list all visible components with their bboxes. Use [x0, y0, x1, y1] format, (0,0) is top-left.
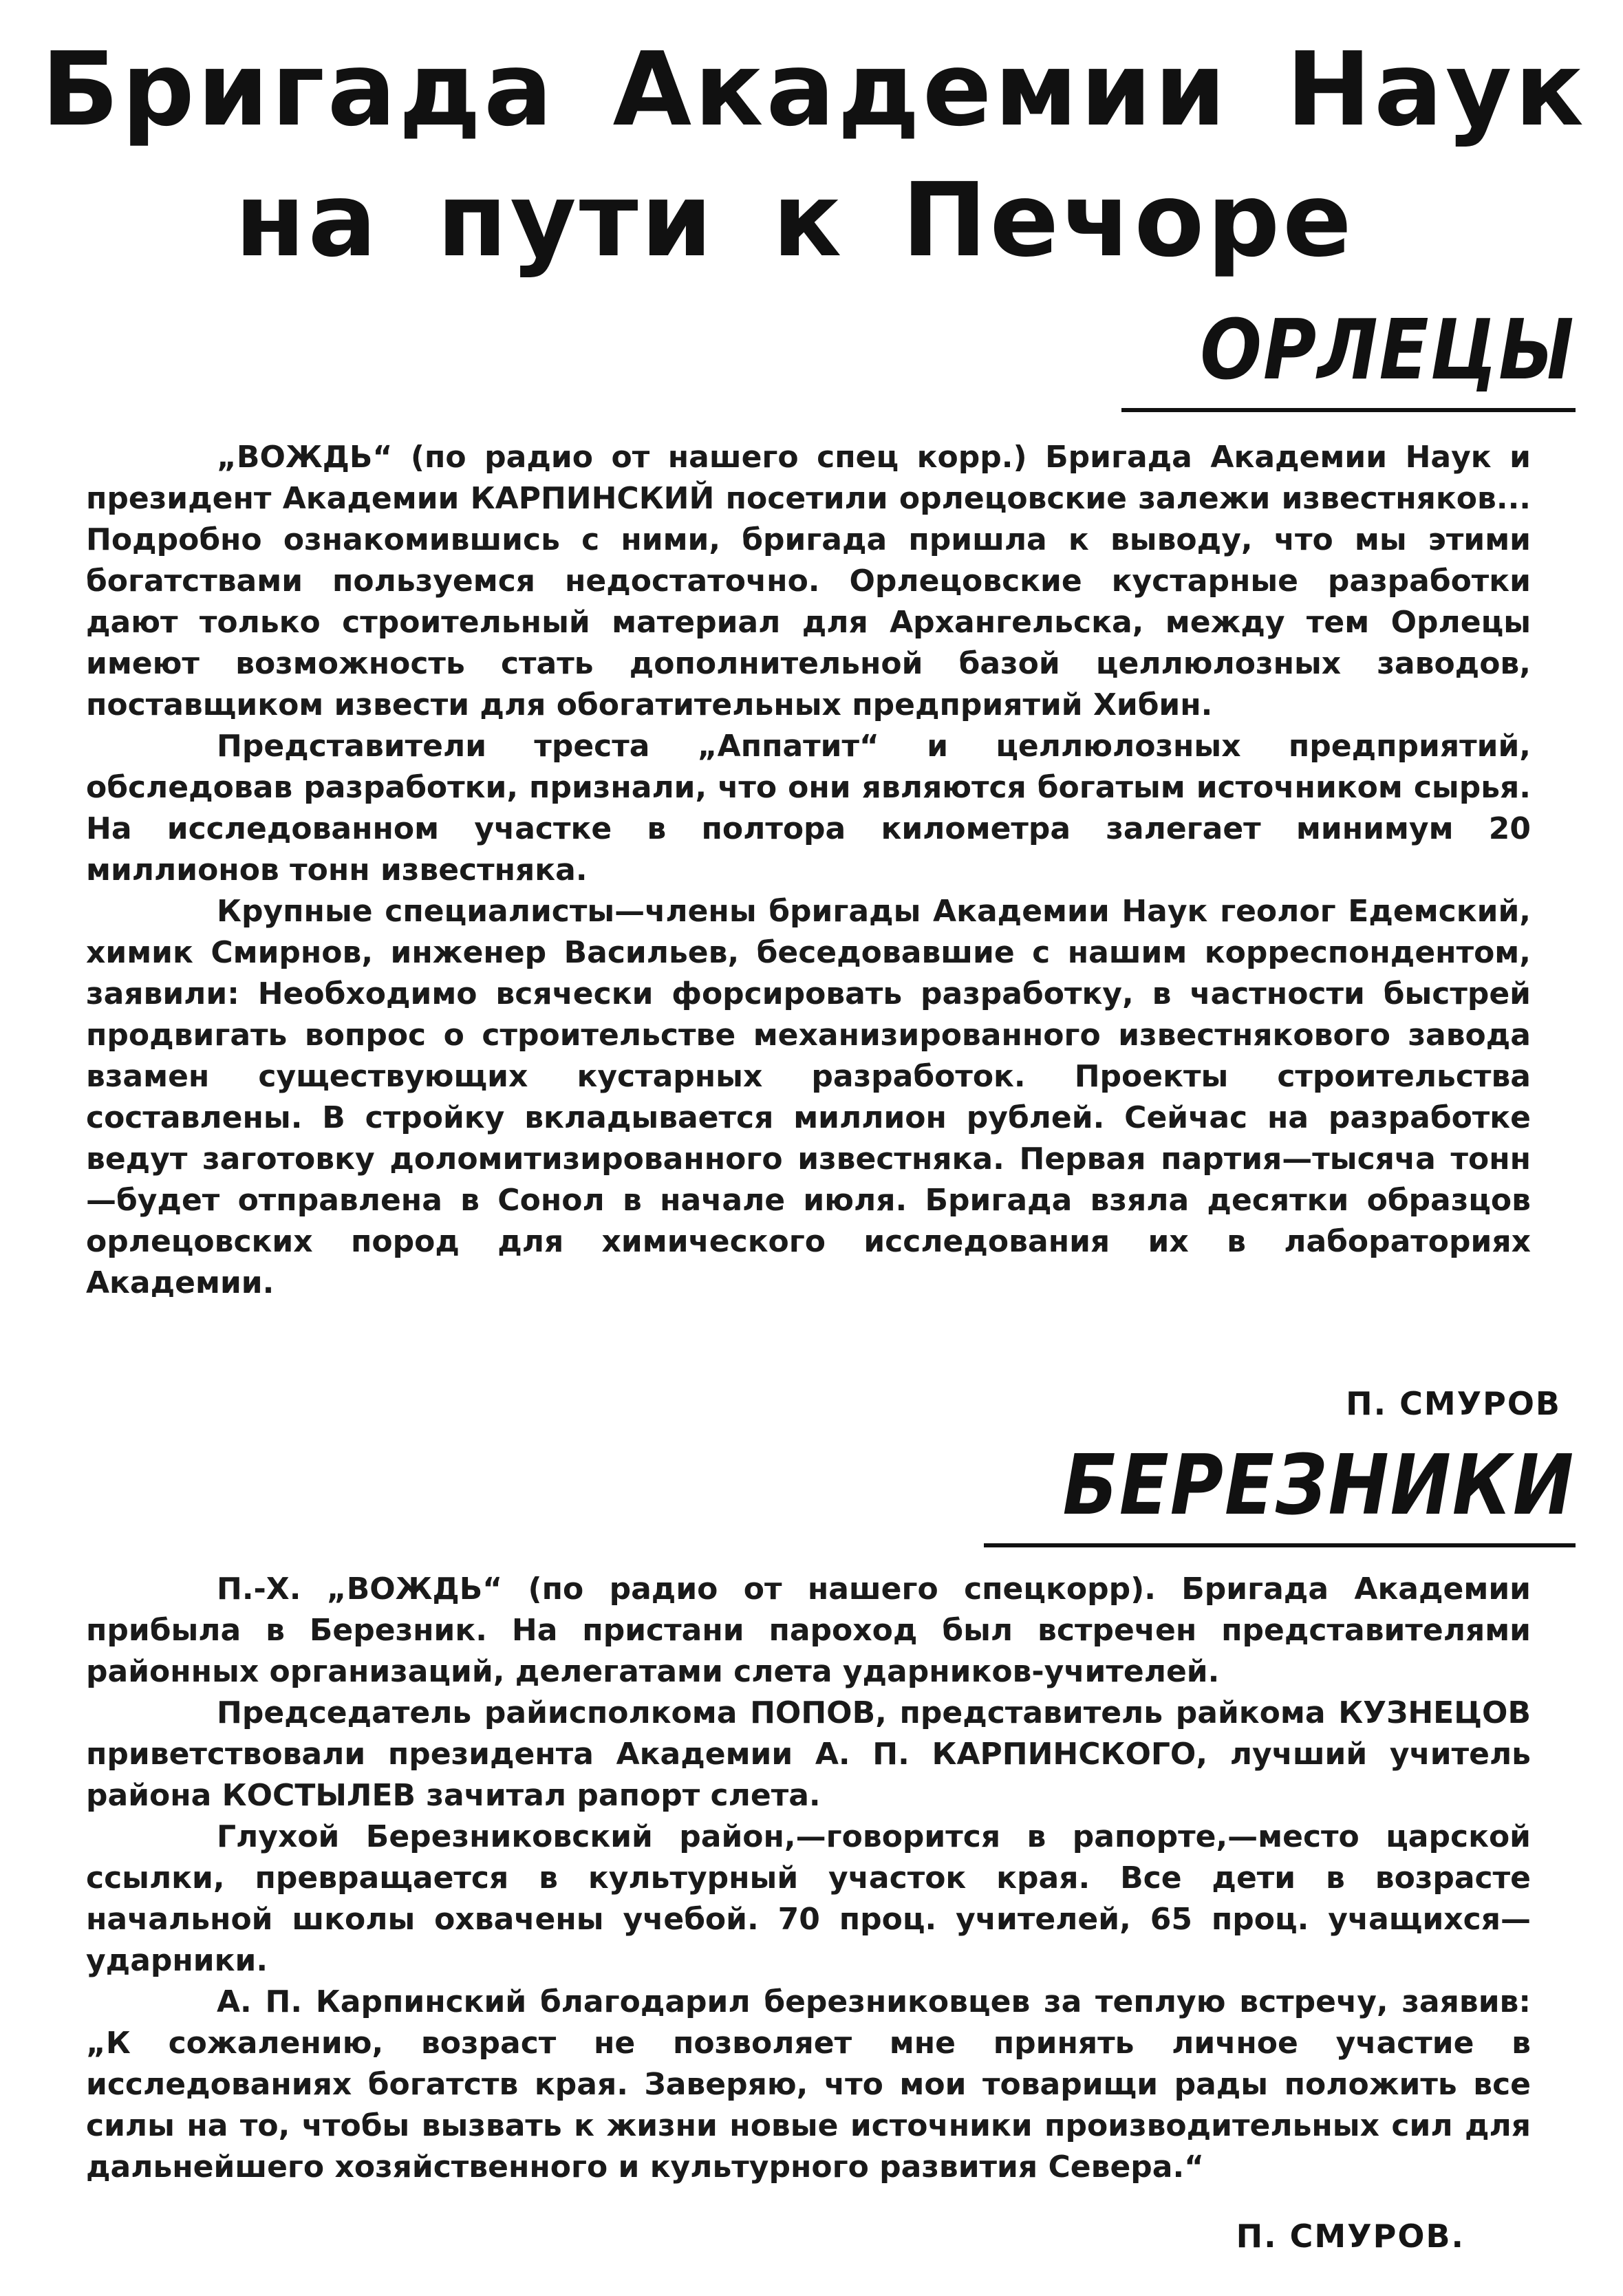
- headline-line-1: Бригада Академии Наук: [41, 30, 1587, 149]
- article-orlecy: [86, 437, 1531, 1304]
- article-paragraph: Глухой Березниковский район,—говорится в рапорте,—место царской ссылки, превращается в культурный участок края. Все дети в возрасте начальной школы охвачены учебой. 70 проц. учителей, 65 проц. учащихся—ударники.: [86, 1819, 1531, 1978]
- article-paragraph: Крупные специалисты—члены бригады Академии Наук геолог Едемский, химик Смирнов, инженер Васильев, беседовавшие с нашим корреспондентом, заявили: Необходимо всячески форсировать разработку, в частности быстрей продвигать вопрос о строительстве механизированного известнякового завода взамен существующих кустарных разработок. Проекты строительства составлены. В стройку вкладывается миллион рублей. Сейчас на разработке ведут заготовку доломитизированного известняка. Первая партия—тысяча тонн—будет отправлена в Сонол в начале июля. Бригада взяла десятки образцов орлецовских пород для химического исследования их в лабораториях Академии.: [86, 894, 1531, 1300]
- section-dateline-berezniki: БЕРЕЗНИКИ: [1062, 1438, 1575, 1534]
- article-paragraph: Представители треста „Аппатит“ и целлюлозных предприятий, обследовав разработки, признали, что они являются богатым источником сырья. На исследованном участке в полтора километра залегает минимум 20 миллионов тонн известняка.: [86, 729, 1531, 888]
- article-berezniki: [86, 1569, 1531, 2188]
- section-dateline-orlecy: ОРЛЕЦЫ: [1200, 303, 1575, 398]
- headline-line-2: на пути к Печоре: [235, 161, 1355, 279]
- dateline-underline: [1121, 408, 1576, 412]
- article-paragraph: „ВОЖДЬ“ (по радио от нашего спец корр.) Бригада Академии Наук и президент Академии КАРПИНСКИЙ посетили орлецовские залежи известняков... Подробно ознакомившись с ними, бригада пришла к выводу, что мы этими богатствами пользуемся недостаточно. Орлецовские кустарные разработки дают только строительный материал для Архангельска, между тем Орлецы имеют возможность стать дополнительной базой целлюлозных заводов, поставщиком извести для обогатительных предприятий Хибин.: [86, 440, 1531, 722]
- article-paragraph: Председатель райисполкома ПОПОВ, представитель райкома КУЗНЕЦОВ приветствовали президента Академии А. П. КАРПИНСКОГО, лучший учитель района КОСТЫЛЕВ зачитал рапорт слета.: [86, 1695, 1531, 1813]
- dateline-underline: [984, 1543, 1576, 1547]
- article-paragraph: А. П. Карпинский благодарил березниковцев за теплую встречу, заявив: „К сожалению, возраст не позволяет мне принять личное участие в исследованиях богатств края. Заверяю, что мои товарищи рады положить все силы на то, чтобы вызвать к жизни новые источники производительных сил для дальнейшего хозяйственного и культурного развития Севера.“: [86, 1984, 1531, 2185]
- article-byline: П. СМУРОВ: [1346, 1385, 1561, 1422]
- article-byline: П. СМУРОВ.: [1236, 2218, 1465, 2255]
- article-paragraph: П.-Х. „ВОЖДЬ“ (по радио от нашего спецкорр). Бригада Академии прибыла в Березник. На пристани пароход был встречен представителями районных организаций, делегатами слета ударников-учителей.: [86, 1571, 1531, 1689]
